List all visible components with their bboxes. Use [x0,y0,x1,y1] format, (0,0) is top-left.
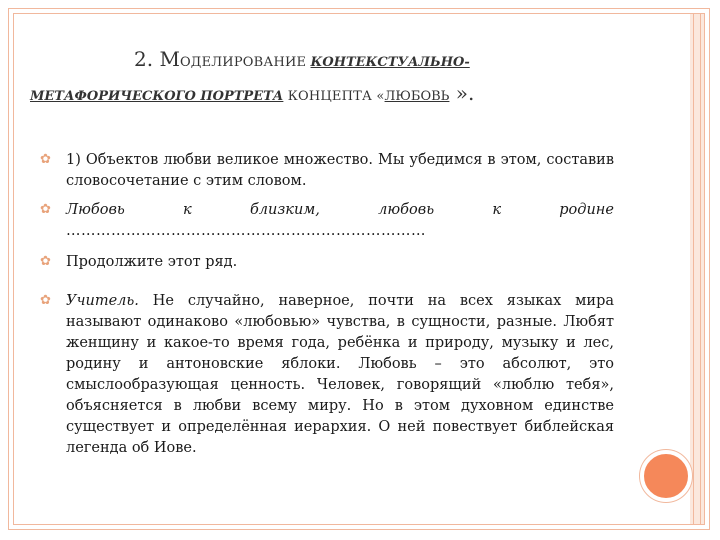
slide-right-band [690,14,704,524]
bullet-icon: ✿ [40,293,51,308]
bullet-text: Не случайно, наверное, почти на всех языках мира называют одинаково «любовью» чувства, в сущности, разные. Любят женщину и какое-то время года, ребёнка и природу, музыку и лес, родину и антоновские яблоки. Любовь – это абсолют, это смыслообразующая ценность. Человек, говорящий «люблю тебя», объясняется в любви всему миру. Но в этом духовном единстве существует и определённая иерархия. О ней повествует библейская легенда об Иове. [66,293,614,456]
title-number: 2. [134,47,160,71]
title-line-2 [30,78,670,112]
blank-dots: ……………………………………………………………… [66,223,426,239]
title-keyword: ЛЮБОВЬ [384,89,450,104]
bullet-list [40,150,614,467]
title-underlined-2: МЕТАФОРИЧЕСКОГО ПОРТРЕТА [30,89,284,104]
decorative-circle [640,450,692,502]
list-item [40,291,614,459]
bullet-text: 1) Объектов любви великое множество. Мы убедимся в этом, составив словосочетание с этим словом. [66,152,614,189]
phrase-word: к [492,202,502,218]
bullet-icon: ✿ [40,202,51,217]
phrase-word: Любовь [66,202,125,218]
title-end: ». [449,81,475,105]
bullet-icon: ✿ [40,254,51,269]
list-item [40,252,614,273]
phrase-line [66,200,614,221]
phrase-word: любовь [378,202,435,218]
phrase-word: родине [559,202,614,218]
title-line-1 [30,44,670,78]
list-item [40,200,614,242]
bullet-icon: ✿ [40,152,51,167]
title-underlined-1: КОНТЕКСТУАЛЬНО- [310,55,470,70]
list-item [40,150,614,192]
title-concept: КОНЦЕПТА « [283,89,385,104]
phrase-word: к [183,202,192,218]
phrase-word: близким, [249,202,320,218]
slide-title [30,44,670,112]
title-initial: М [159,47,180,71]
title-word: ОДЕЛИРОВАНИЕ [179,55,311,70]
teacher-label: Учитель. [66,293,139,309]
bullet-text: Продолжите этот ряд. [66,254,238,270]
